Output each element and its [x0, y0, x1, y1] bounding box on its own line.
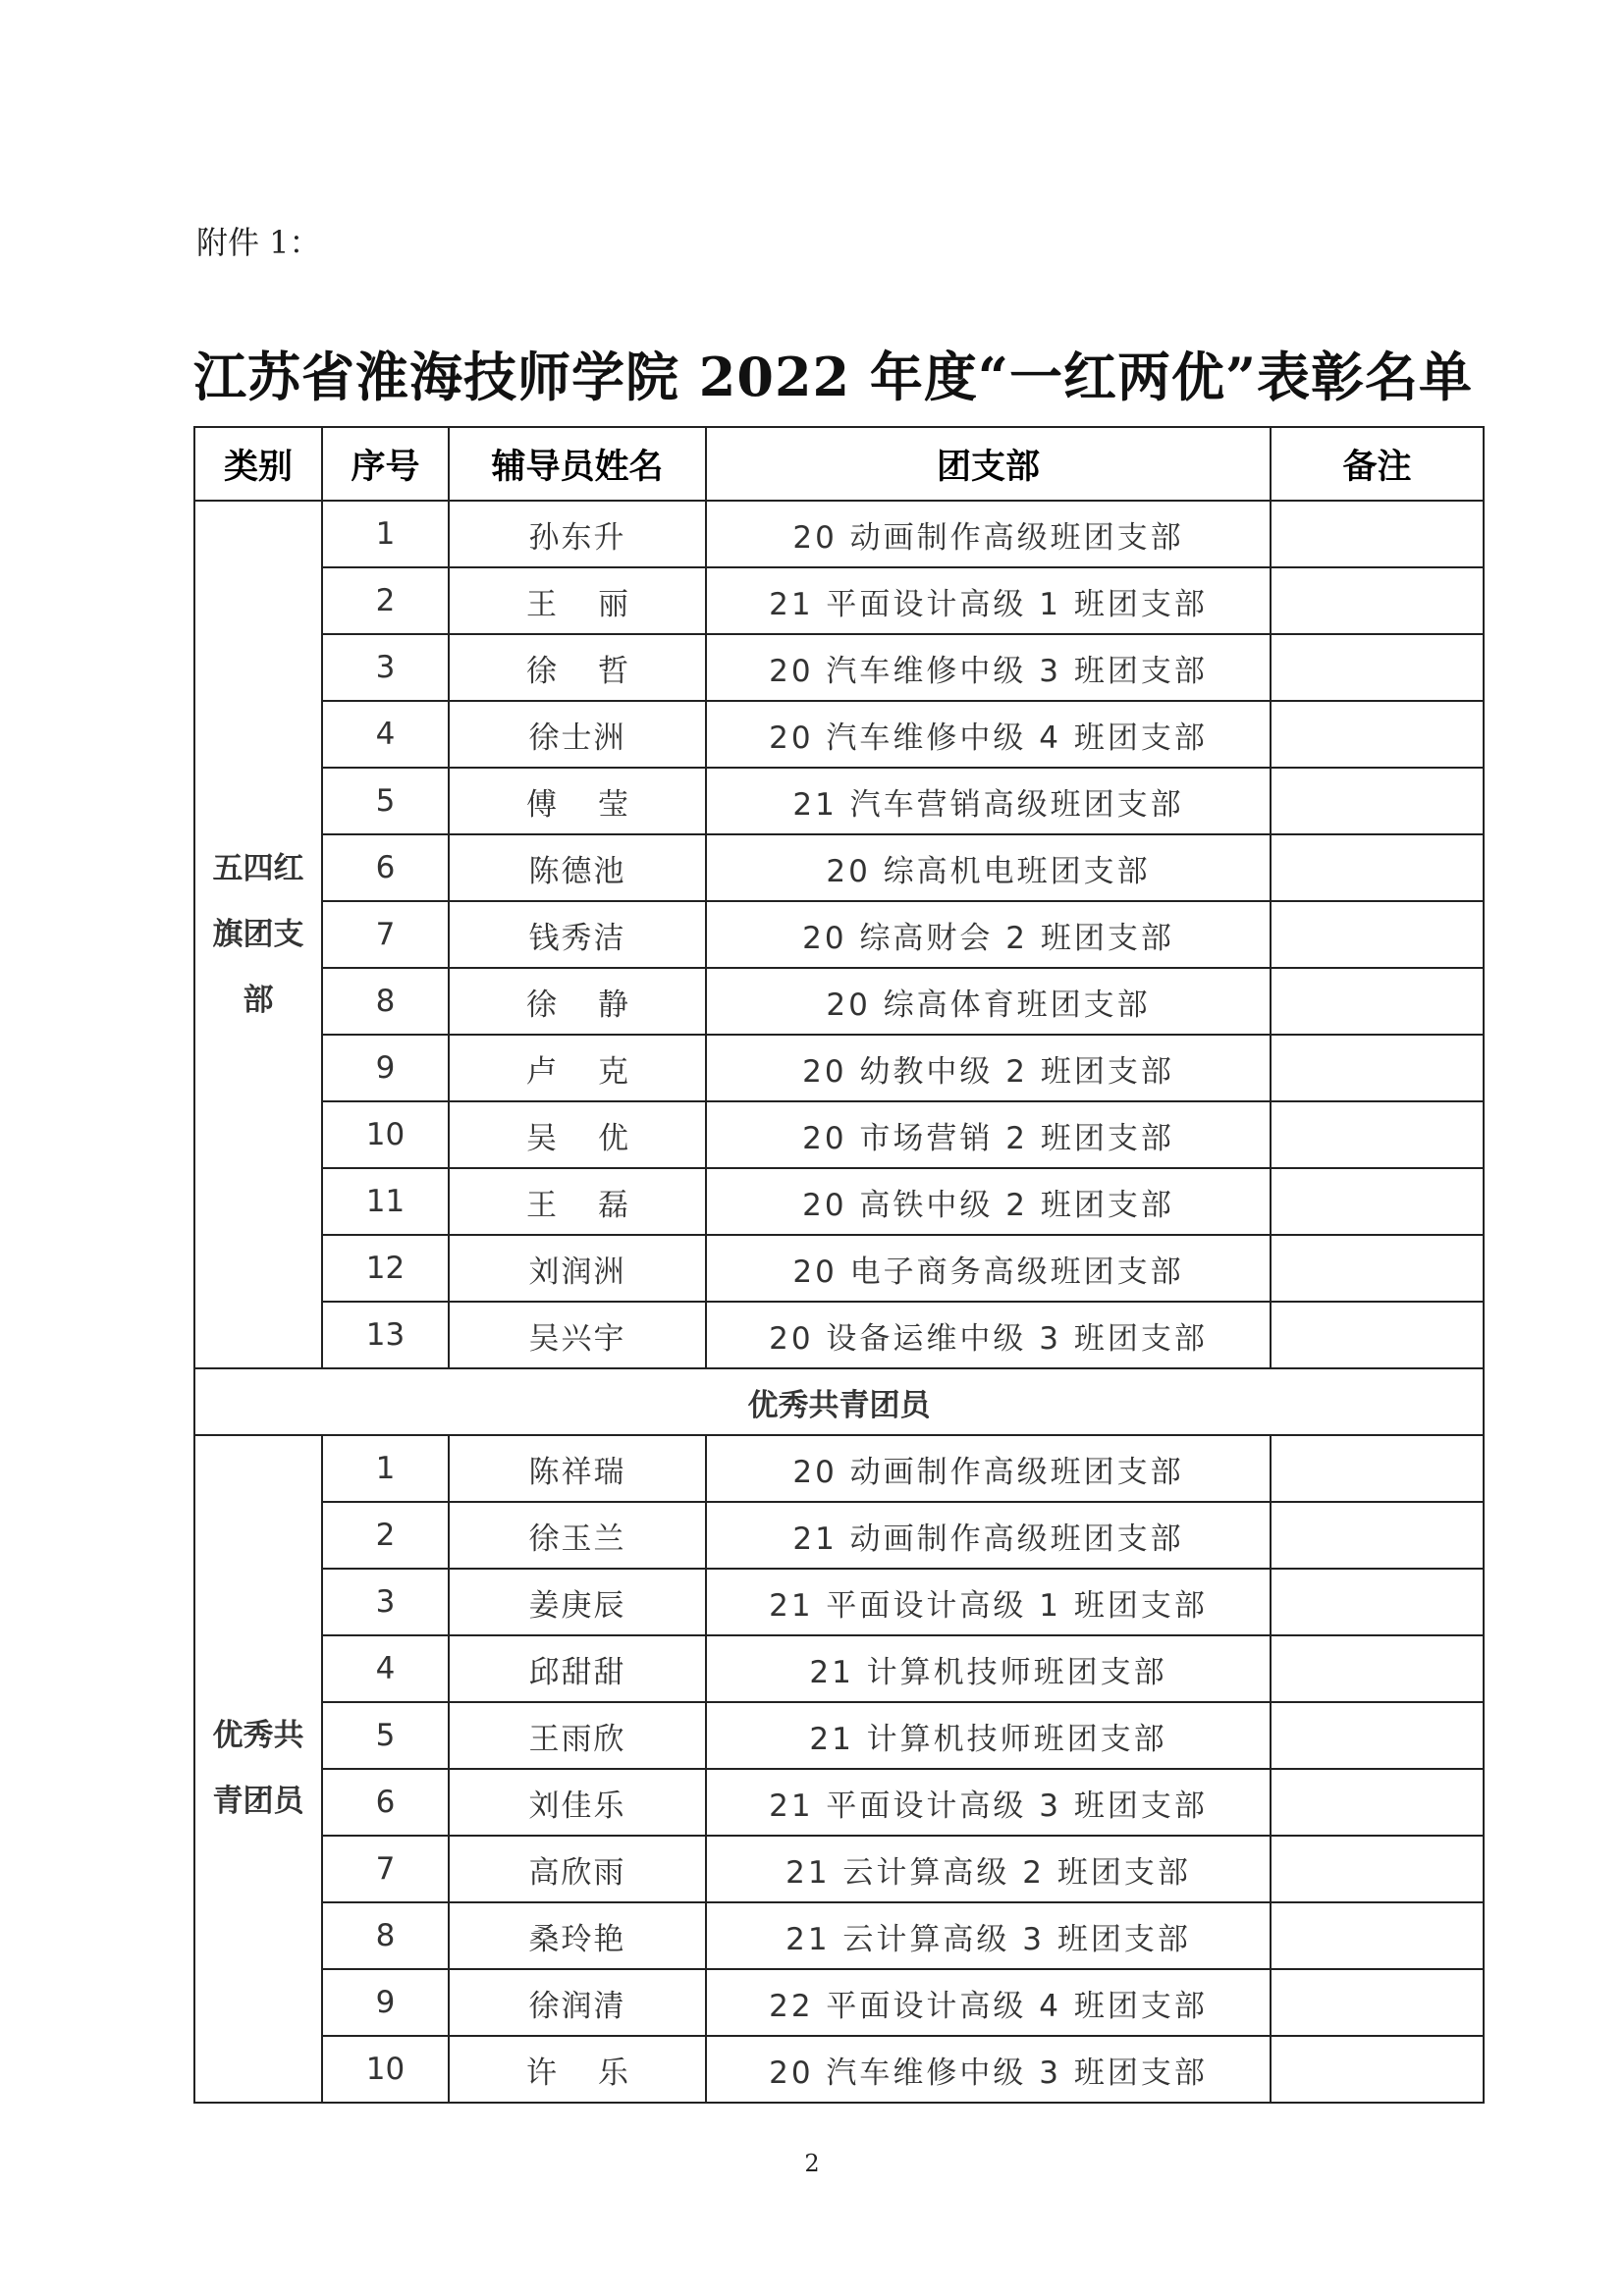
- league-branch-cell: 21 计算机技师班团支部: [706, 1635, 1271, 1702]
- table-row: [194, 1635, 1484, 1702]
- table-row: [194, 1235, 1484, 1302]
- row-number-cell: 12: [322, 1235, 449, 1302]
- table-row: [194, 1168, 1484, 1235]
- remarks-cell: [1271, 768, 1484, 834]
- remarks-cell: [1271, 968, 1484, 1035]
- row-number-cell: 3: [322, 1569, 449, 1635]
- row-number-cell: 10: [322, 2036, 449, 2103]
- table-row: [194, 901, 1484, 968]
- remarks-cell: [1271, 1769, 1484, 1836]
- table-row: [194, 1435, 1484, 1502]
- table-row: [194, 834, 1484, 901]
- remarks-cell: [1271, 1569, 1484, 1635]
- league-branch-cell: 21 汽车营销高级班团支部: [706, 768, 1271, 834]
- remarks-cell: [1271, 1435, 1484, 1502]
- league-branch-cell: 21 云计算高级 2 班团支部: [706, 1836, 1271, 1902]
- row-number-cell: 4: [322, 701, 449, 768]
- group-red-flag-branches: [194, 501, 1484, 1368]
- counselor-name-cell: 陈德池: [449, 834, 706, 901]
- table-row: [194, 1035, 1484, 1101]
- counselor-name-cell: 刘润洲: [449, 1235, 706, 1302]
- table-row: [194, 1569, 1484, 1635]
- counselor-name-cell: 邱甜甜: [449, 1635, 706, 1702]
- table-row: [194, 1902, 1484, 1969]
- row-number-cell: 4: [322, 1635, 449, 1702]
- row-number-cell: 2: [322, 1502, 449, 1569]
- counselor-name-cell: 傅莹: [449, 768, 706, 834]
- row-number-cell: 7: [322, 1836, 449, 1902]
- league-branch-cell: 20 设备运维中级 3 班团支部: [706, 1302, 1271, 1368]
- counselor-name-cell: 徐哲: [449, 634, 706, 701]
- league-branch-cell: 20 汽车维修中级 4 班团支部: [706, 701, 1271, 768]
- league-branch-cell: 20 幼教中级 2 班团支部: [706, 1035, 1271, 1101]
- counselor-name-cell: 孙东升: [449, 501, 706, 567]
- row-number-cell: 11: [322, 1168, 449, 1235]
- counselor-name-cell: 王丽: [449, 567, 706, 634]
- counselor-name-cell: 吴优: [449, 1101, 706, 1168]
- row-number-cell: 2: [322, 567, 449, 634]
- row-number-cell: 9: [322, 1035, 449, 1101]
- remarks-cell: [1271, 1635, 1484, 1702]
- remarks-cell: [1271, 501, 1484, 567]
- league-branch-cell: 20 动画制作高级班团支部: [706, 1435, 1271, 1502]
- table-header-row: [194, 427, 1484, 501]
- table-row: [194, 2036, 1484, 2103]
- league-branch-cell: 20 汽车维修中级 3 班团支部: [706, 2036, 1271, 2103]
- row-number-cell: 6: [322, 1769, 449, 1836]
- table-row: [194, 567, 1484, 634]
- league-branch-cell: 21 平面设计高级 1 班团支部: [706, 1569, 1271, 1635]
- counselor-name-cell: 吴兴宇: [449, 1302, 706, 1368]
- column-header-number: 序号: [322, 427, 449, 501]
- column-header-remarks: 备注: [1271, 427, 1484, 501]
- counselor-name-cell: 刘佳乐: [449, 1769, 706, 1836]
- remarks-cell: [1271, 1101, 1484, 1168]
- counselor-name-cell: 王雨欣: [449, 1702, 706, 1769]
- column-header-counselor-name: 辅导员姓名: [449, 427, 706, 501]
- remarks-cell: [1271, 1969, 1484, 2036]
- counselor-name-cell: 卢克: [449, 1035, 706, 1101]
- table-row: [194, 1969, 1484, 2036]
- table-row: [194, 1101, 1484, 1168]
- league-branch-cell: 20 电子商务高级班团支部: [706, 1235, 1271, 1302]
- table-row: [194, 1836, 1484, 1902]
- row-number-cell: 5: [322, 768, 449, 834]
- attachment-label: 附件 1：: [196, 224, 321, 261]
- counselor-name-cell: 钱秀洁: [449, 901, 706, 968]
- counselor-name-cell: 姜庚辰: [449, 1569, 706, 1635]
- group-outstanding-members: [194, 1435, 1484, 2103]
- table-row: [194, 1502, 1484, 1569]
- table-row: [194, 768, 1484, 834]
- counselor-name-cell: 陈祥瑞: [449, 1435, 706, 1502]
- row-number-cell: 6: [322, 834, 449, 901]
- remarks-cell: [1271, 1235, 1484, 1302]
- table-row: [194, 501, 1484, 567]
- league-branch-cell: 21 平面设计高级 3 班团支部: [706, 1769, 1271, 1836]
- row-number-cell: 13: [322, 1302, 449, 1368]
- table-row: [194, 1302, 1484, 1368]
- remarks-cell: [1271, 701, 1484, 768]
- counselor-name-cell: 许乐: [449, 2036, 706, 2103]
- counselor-name-cell: 高欣雨: [449, 1836, 706, 1902]
- row-number-cell: 5: [322, 1702, 449, 1769]
- remarks-cell: [1271, 567, 1484, 634]
- league-branch-cell: 20 综高体育班团支部: [706, 968, 1271, 1035]
- league-branch-cell: 20 综高机电班团支部: [706, 834, 1271, 901]
- remarks-cell: [1271, 1168, 1484, 1235]
- row-number-cell: 8: [322, 968, 449, 1035]
- league-branch-cell: 20 动画制作高级班团支部: [706, 501, 1271, 567]
- remarks-cell: [1271, 2036, 1484, 2103]
- counselor-name-cell: 王磊: [449, 1168, 706, 1235]
- category-cell: 优秀共青团员: [194, 1435, 322, 2103]
- row-number-cell: 8: [322, 1902, 449, 1969]
- league-branch-cell: 21 云计算高级 3 班团支部: [706, 1902, 1271, 1969]
- category-cell: 五四红旗团支部: [194, 501, 322, 1368]
- document-title: 江苏省淮海技师学院 2022 年度“一红两优”表彰名单: [193, 346, 1474, 408]
- remarks-cell: [1271, 1035, 1484, 1101]
- league-branch-cell: 21 动画制作高级班团支部: [706, 1502, 1271, 1569]
- league-branch-cell: 21 平面设计高级 1 班团支部: [706, 567, 1271, 634]
- counselor-name-cell: 徐润清: [449, 1969, 706, 2036]
- remarks-cell: [1271, 1836, 1484, 1902]
- counselor-name-cell: 徐玉兰: [449, 1502, 706, 1569]
- table-row: [194, 634, 1484, 701]
- counselor-name-cell: 徐士洲: [449, 701, 706, 768]
- league-branch-cell: 22 平面设计高级 4 班团支部: [706, 1969, 1271, 2036]
- row-number-cell: 10: [322, 1101, 449, 1168]
- column-header-category: 类别: [194, 427, 322, 501]
- remarks-cell: [1271, 834, 1484, 901]
- honor-roster-table: [193, 426, 1485, 2104]
- league-branch-cell: 20 汽车维修中级 3 班团支部: [706, 634, 1271, 701]
- table-row: [194, 1702, 1484, 1769]
- row-number-cell: 9: [322, 1969, 449, 2036]
- table-row: [194, 968, 1484, 1035]
- row-number-cell: 1: [322, 1435, 449, 1502]
- league-branch-cell: 21 计算机技师班团支部: [706, 1702, 1271, 1769]
- remarks-cell: [1271, 634, 1484, 701]
- remarks-cell: [1271, 1302, 1484, 1368]
- row-number-cell: 3: [322, 634, 449, 701]
- league-branch-cell: 20 综高财会 2 班团支部: [706, 901, 1271, 968]
- remarks-cell: [1271, 1702, 1484, 1769]
- remarks-cell: [1271, 901, 1484, 968]
- section-title: 优秀共青团员: [194, 1368, 1484, 1435]
- row-number-cell: 1: [322, 501, 449, 567]
- section-divider-row: [194, 1368, 1484, 1435]
- league-branch-cell: 20 市场营销 2 班团支部: [706, 1101, 1271, 1168]
- remarks-cell: [1271, 1502, 1484, 1569]
- row-number-cell: 7: [322, 901, 449, 968]
- counselor-name-cell: 徐静: [449, 968, 706, 1035]
- league-branch-cell: 20 高铁中级 2 班团支部: [706, 1168, 1271, 1235]
- table-row: [194, 701, 1484, 768]
- table-row: [194, 1769, 1484, 1836]
- remarks-cell: [1271, 1902, 1484, 1969]
- page-number: 2: [804, 2150, 820, 2177]
- column-header-league-branch: 团支部: [706, 427, 1271, 501]
- counselor-name-cell: 桑玲艳: [449, 1902, 706, 1969]
